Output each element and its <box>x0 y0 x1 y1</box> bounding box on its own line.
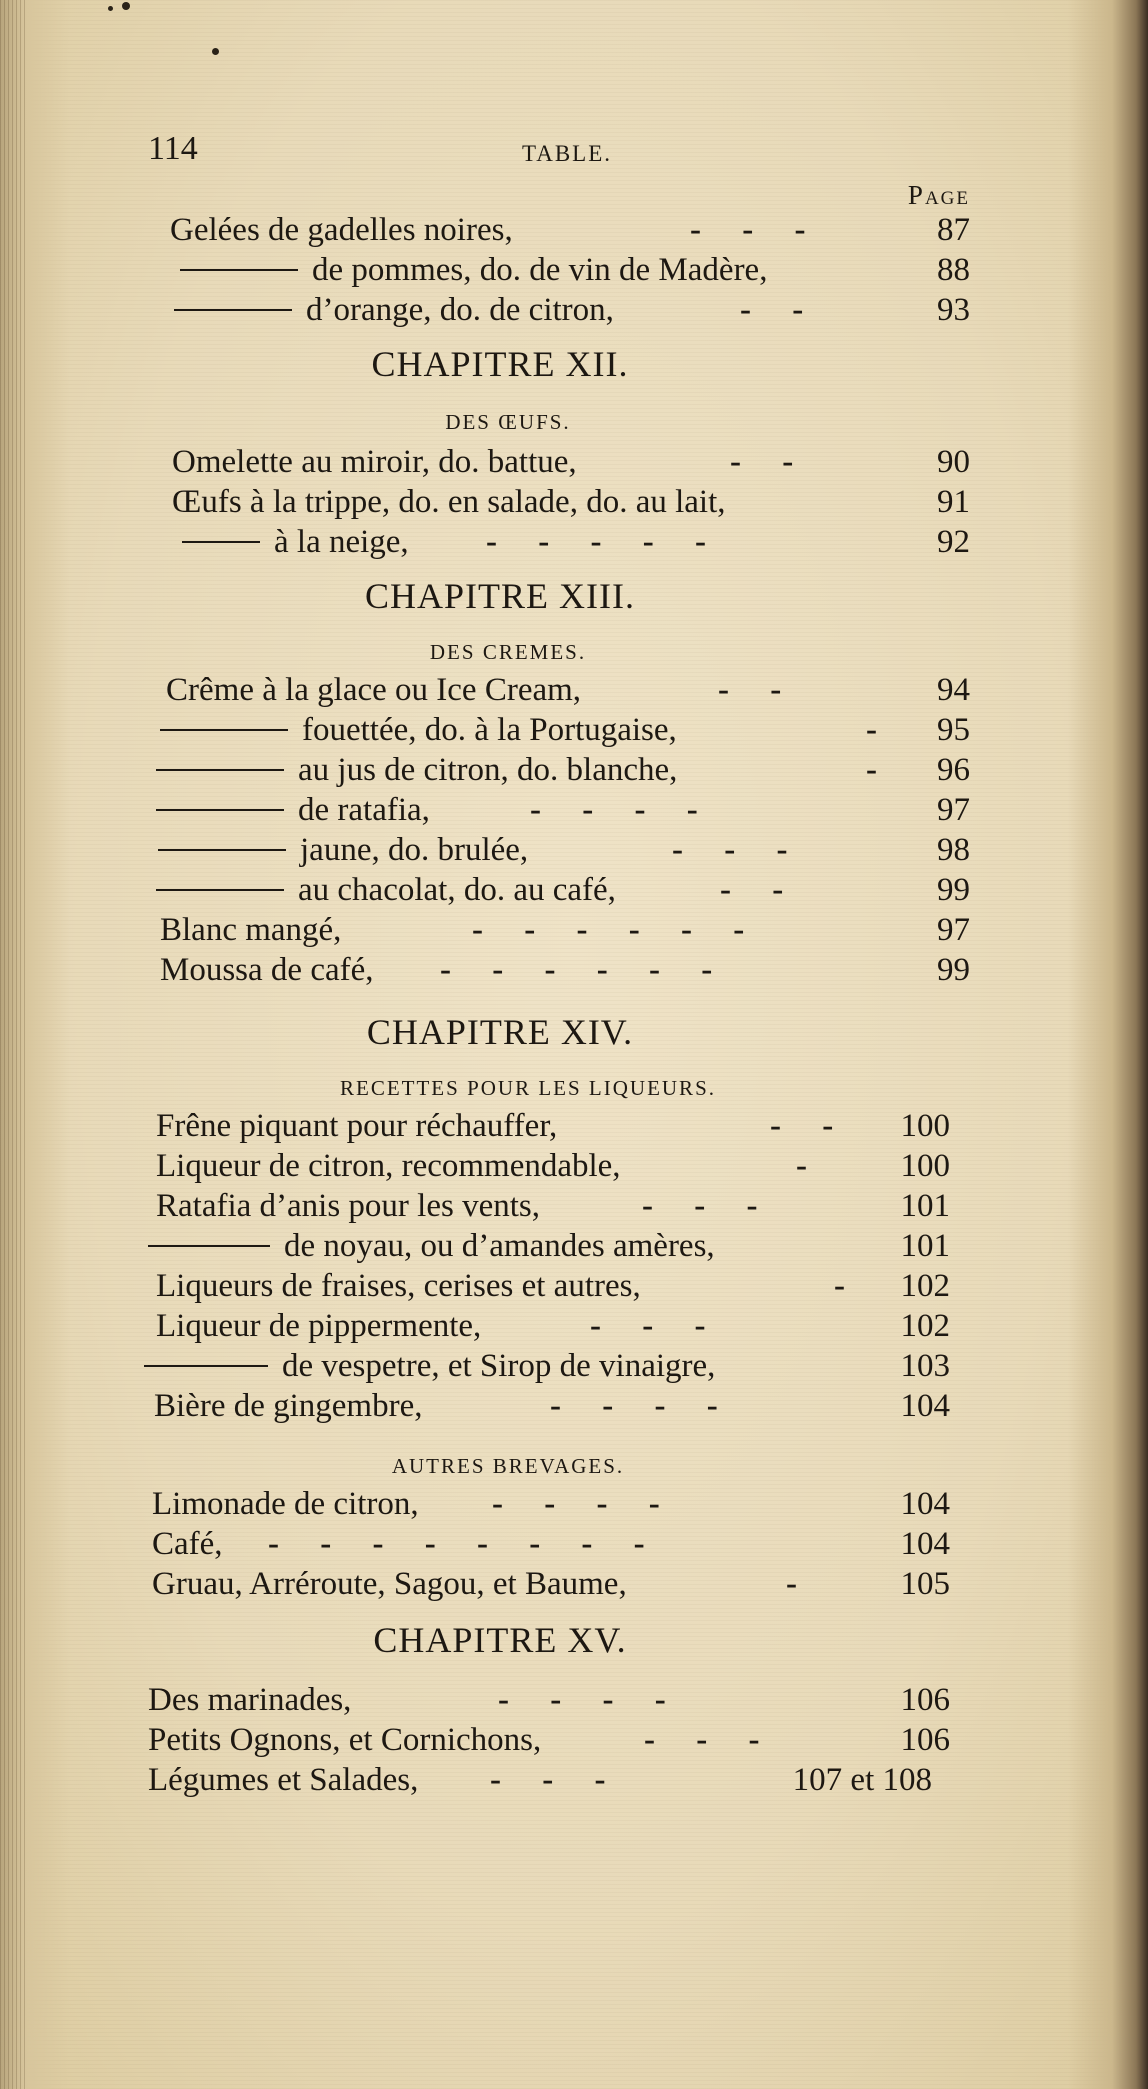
toc-entry <box>148 1230 715 1263</box>
toc-entry-title: Liqueur de citron, recommendable, <box>156 1148 621 1184</box>
toc-entry <box>156 1110 557 1143</box>
toc-entry <box>156 1190 540 1223</box>
toc-entry-title: Ratafia d’anis pour les vents, <box>156 1188 540 1224</box>
ditto-rule <box>158 849 286 851</box>
ditto-rule <box>148 1245 270 1247</box>
page-number: 114 <box>148 130 198 167</box>
toc-entry-title: Omelette au miroir, do. battue, <box>172 444 577 480</box>
toc-entry-title: Gelées de gadelles noires, <box>170 212 513 248</box>
toc-page-number: 104 <box>900 1526 950 1562</box>
toc-entry <box>160 714 677 747</box>
toc-entry-title: à la neige, <box>274 524 409 560</box>
toc-leaders: - - - - - - <box>472 912 745 948</box>
section-subtitle: DES ŒUFS. <box>445 410 571 434</box>
section-subtitle: DES CREMES. <box>429 640 587 664</box>
toc-leaders: - - - - <box>498 1682 666 1718</box>
toc-leaders: - - <box>740 292 804 328</box>
toc-page-number: 102 <box>900 1308 950 1344</box>
toc-entry-title: Crême à la glace ou Ice Cream, <box>166 672 582 708</box>
toc-leaders: - - - - - <box>486 524 706 560</box>
chapter-heading: CHAPITRE XII. <box>371 344 629 384</box>
toc-entry-title: Frêne piquant pour réchauffer, <box>156 1108 558 1144</box>
toc-page-number: 104 <box>900 1486 950 1522</box>
toc-page-number: 97 <box>937 912 970 948</box>
toc-page-number: 99 <box>937 872 970 908</box>
toc-leaders: - - - - - - <box>440 952 713 988</box>
ditto-rule <box>180 269 298 271</box>
page-column-label: Page <box>907 180 970 210</box>
toc-page-number: 99 <box>937 952 970 988</box>
toc-page-number: 101 <box>900 1188 950 1224</box>
toc-entry <box>160 954 374 987</box>
toc-entry <box>156 1270 641 1303</box>
toc-entry-title: au jus de citron, do. blanche, <box>298 752 678 788</box>
toc-entry <box>154 1390 422 1423</box>
toc-leaders: - - - - <box>492 1486 660 1522</box>
toc-page-number: 104 <box>900 1388 950 1424</box>
ditto-rule <box>160 729 288 731</box>
toc-page-number: 96 <box>937 752 970 788</box>
toc-entry <box>180 254 767 287</box>
toc-page-number: 92 <box>937 524 970 560</box>
toc-entry-title: Moussa de café, <box>160 952 374 988</box>
ditto-rule <box>144 1365 268 1367</box>
toc-page-number: 103 <box>900 1348 950 1384</box>
toc-leaders: - - - <box>590 1308 706 1344</box>
toc-page-number: 100 <box>900 1148 950 1184</box>
ditto-rule <box>182 541 260 543</box>
toc-entry-title: au chacolat, do. au café, <box>298 872 616 908</box>
toc-entry-title: de ratafia, <box>298 792 430 828</box>
ditto-rule <box>156 889 284 891</box>
section-subtitle: RECETTES POUR LES LIQUEURS. <box>339 1076 716 1100</box>
toc-leaders: - - <box>720 872 784 908</box>
toc-entry-title: de vespetre, et Sirop de vinaigre, <box>282 1348 716 1384</box>
toc-leaders: - - - <box>642 1188 758 1224</box>
toc-page-number: 93 <box>937 292 970 328</box>
toc-leaders: - <box>834 1268 845 1304</box>
toc-leaders: - <box>866 712 877 748</box>
toc-page-number: 106 <box>900 1682 950 1718</box>
toc-entry <box>144 1350 715 1383</box>
toc-entry-title: Liqueurs de fraises, cerises et autres, <box>156 1268 641 1304</box>
toc-entry <box>160 914 341 947</box>
toc-entry-title: jaune, do. brulée, <box>300 832 529 868</box>
toc-entry-title: de pommes, do. de vin de Madère, <box>312 252 768 288</box>
toc-page-number: 94 <box>937 672 970 708</box>
toc-entry-title: fouettée, do. à la Portugaise, <box>302 712 677 748</box>
toc-entry-title: de noyau, ou d’amandes amères, <box>284 1228 715 1264</box>
toc-entry <box>148 1764 418 1797</box>
toc-page-number: 102 <box>900 1268 950 1304</box>
toc-page-number: 105 <box>900 1566 950 1602</box>
toc-entry <box>152 1568 627 1601</box>
toc-entry <box>170 214 513 247</box>
toc-page-number: 95 <box>937 712 970 748</box>
toc-entry-title: Liqueur de pippermente, <box>156 1308 482 1344</box>
toc-page-number: 98 <box>937 832 970 868</box>
toc-leaders: - - - <box>490 1762 606 1798</box>
ditto-rule <box>174 309 292 311</box>
toc-entry <box>158 834 528 867</box>
toc-entry <box>172 486 726 519</box>
ditto-rule <box>156 809 284 811</box>
toc-page-number: 106 <box>900 1722 950 1758</box>
toc-entry <box>172 446 577 479</box>
toc-entry-title: Gruau, Arréroute, Sagou, et Baume, <box>152 1566 627 1602</box>
toc-page-number: 87 <box>937 212 970 248</box>
toc-page-number: 100 <box>900 1108 950 1144</box>
toc-page-number: 91 <box>937 484 970 520</box>
toc-page-number: 107 et 108 <box>792 1762 932 1798</box>
toc-entry <box>174 294 614 327</box>
toc-leaders: - <box>786 1566 797 1602</box>
toc-entry-title: Blanc mangé, <box>160 912 342 948</box>
toc-entry <box>152 1528 223 1561</box>
toc-leaders: - - - - <box>530 792 698 828</box>
toc-entry-title: Petits Ognons, et Cornichons, <box>148 1722 542 1758</box>
toc-entry <box>156 874 616 907</box>
toc-entry-title: Légumes et Salades, <box>148 1762 419 1798</box>
toc-entry <box>182 526 409 559</box>
toc-leaders: - - - <box>644 1722 760 1758</box>
toc-entry <box>156 754 677 787</box>
chapter-heading: CHAPITRE XIII. <box>365 576 635 616</box>
toc-entry <box>156 1310 481 1343</box>
toc-entry <box>156 1150 621 1183</box>
toc-entry-title: Limonade de citron, <box>152 1486 419 1522</box>
toc-leaders: - <box>866 752 877 788</box>
toc-entry <box>166 674 581 707</box>
toc-entry-title: Café, <box>152 1526 223 1562</box>
toc-leaders: - - - - - - - - <box>268 1526 645 1562</box>
toc-leaders: - - <box>730 444 794 480</box>
chapter-heading: CHAPITRE XIV. <box>366 1012 634 1052</box>
toc-leaders: - - - <box>690 212 806 248</box>
toc-leaders: - - - <box>672 832 788 868</box>
chapter-heading: CHAPITRE XV. <box>373 1620 627 1660</box>
toc-page-number: 101 <box>900 1228 950 1264</box>
section-subtitle: AUTRES BREVAGES. <box>391 1454 625 1478</box>
toc-entry-title: Des marinades, <box>148 1682 352 1718</box>
ditto-rule <box>156 769 284 771</box>
toc-entry-title: Œufs à la trippe, do. en salade, do. au lait, <box>172 484 726 520</box>
toc-page-number: 97 <box>937 792 970 828</box>
toc-leaders: - - <box>718 672 782 708</box>
toc-leaders: - - <box>770 1108 834 1144</box>
toc-entry-title: d’orange, do. de citron, <box>306 292 614 328</box>
toc-leaders: - <box>796 1148 807 1184</box>
running-title: TABLE. <box>522 141 613 166</box>
toc-page-number: 90 <box>937 444 970 480</box>
toc-page-number: 88 <box>937 252 970 288</box>
toc-entry-title: Bière de gingembre, <box>154 1388 423 1424</box>
toc-entry <box>148 1684 351 1717</box>
toc-entry <box>156 794 430 827</box>
toc-entry <box>152 1488 419 1521</box>
toc-entry <box>148 1724 541 1757</box>
toc-leaders: - - - - <box>550 1388 718 1424</box>
